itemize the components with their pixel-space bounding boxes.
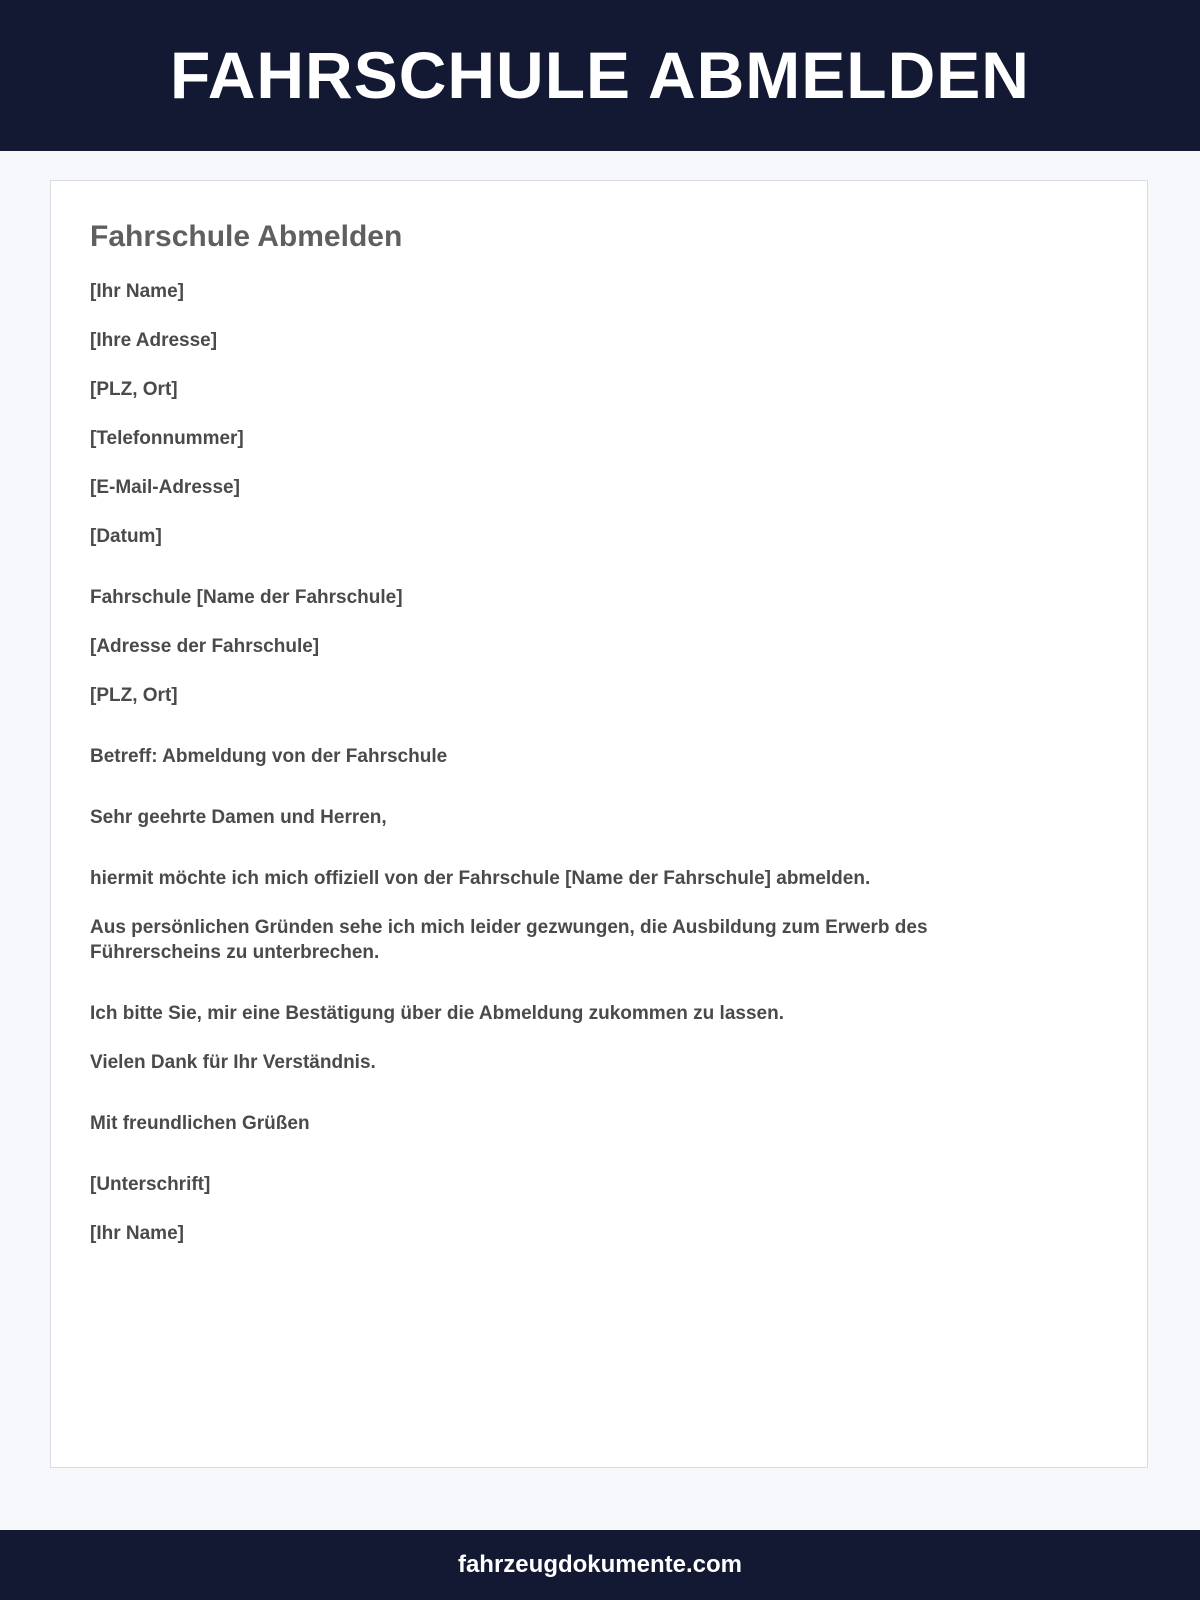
body-paragraph: Aus persönlichen Gründen sehe ich mich leider gezwungen, die Ausbildung zum Erwerb des Führerscheins zu unterbrechen. <box>90 917 928 963</box>
letter-subject: Betreff: Abmeldung von der Fahrschule <box>90 746 448 767</box>
recipient-zip-city: [PLZ, Ort] <box>90 685 178 706</box>
sender-name: [Ihr Name] <box>90 281 184 302</box>
sender-zip-city: [PLZ, Ort] <box>90 379 178 400</box>
letter-card <box>50 180 1148 1468</box>
signer-name: [Ihr Name] <box>90 1223 184 1244</box>
footer-site-link[interactable]: fahrzeugdokumente.com <box>457 1551 743 1578</box>
body-paragraph: Vielen Dank für Ihr Verständnis. <box>90 1052 376 1073</box>
sender-email: [E-Mail-Adresse] <box>90 477 240 498</box>
body-paragraph: Ich bitte Sie, mir eine Bestätigung über die Abmeldung zukommen zu lassen. <box>90 1003 784 1024</box>
page-footer <box>0 1530 1200 1600</box>
sender-address: [Ihre Adresse] <box>90 330 218 351</box>
signature-placeholder: [Unterschrift] <box>90 1174 211 1195</box>
recipient-address: [Adresse der Fahrschule] <box>90 636 320 657</box>
page-header <box>0 0 1200 151</box>
sender-phone: [Telefonnummer] <box>90 428 244 449</box>
letter-salutation: Sehr geehrte Damen und Herren, <box>90 807 387 828</box>
body-paragraph: hiermit möchte ich mich offiziell von der Fahrschule [Name der Fahrschule] abmelden. <box>90 868 871 889</box>
letter-closing: Mit freundlichen Grüßen <box>90 1113 310 1134</box>
letter-date: [Datum] <box>90 526 162 547</box>
recipient-name: Fahrschule [Name der Fahrschule] <box>90 587 403 608</box>
header-title: FAHRSCHULE ABMELDEN <box>170 37 1030 112</box>
letter-title: Fahrschule Abmelden <box>90 220 403 253</box>
